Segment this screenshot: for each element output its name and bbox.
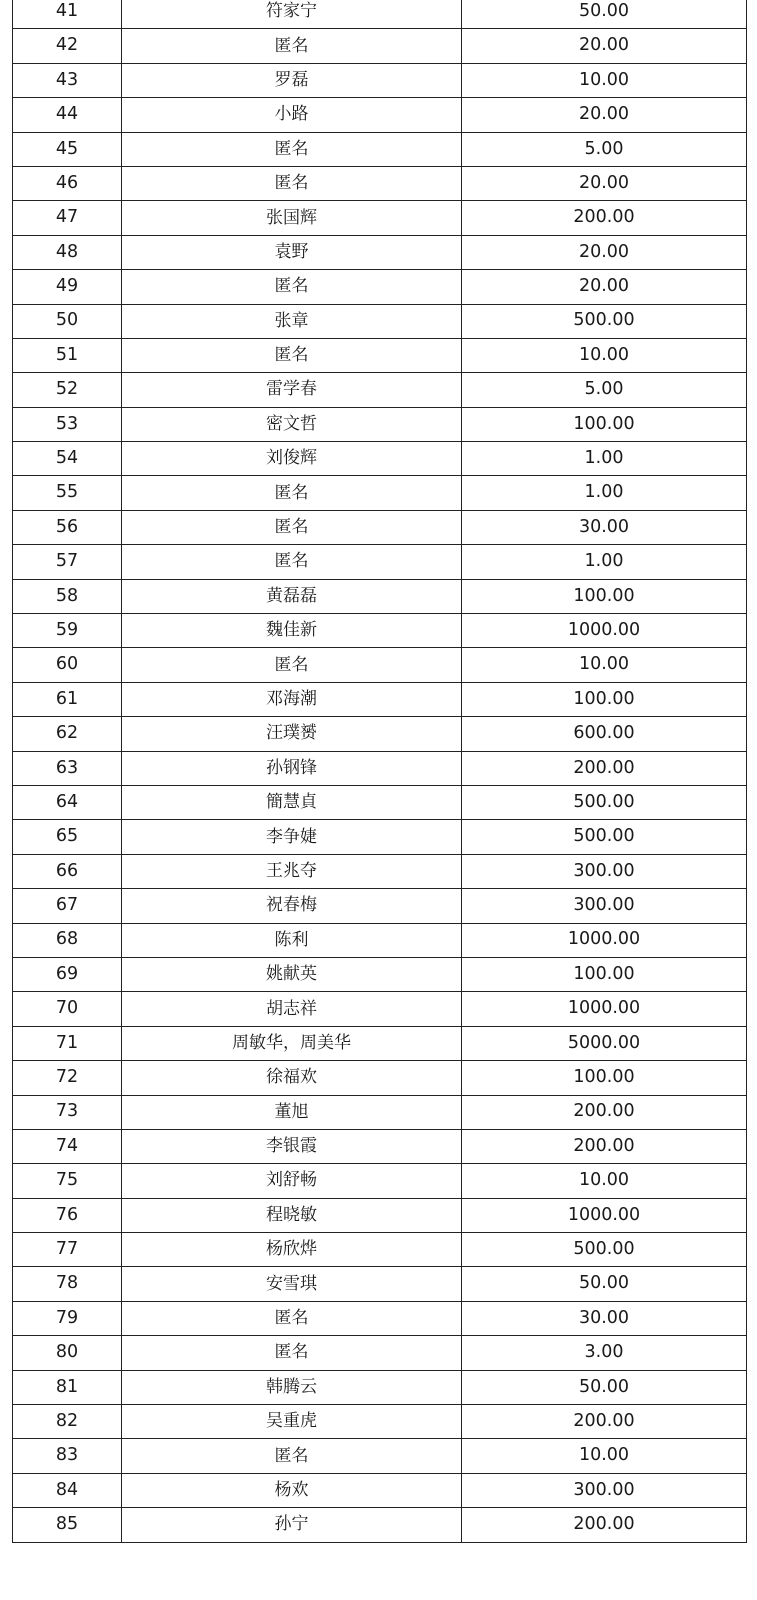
donor-name-cell: 安雪琪	[122, 1267, 462, 1301]
row-number-cell: 53	[13, 407, 122, 441]
donor-name-cell: 簡慧貞	[122, 785, 462, 819]
donation-amount-cell: 5.00	[462, 373, 747, 407]
table-row	[13, 201, 747, 235]
table-row	[13, 1129, 747, 1163]
donation-table-body	[13, 0, 747, 1542]
table-row	[13, 166, 747, 200]
row-number-cell: 78	[13, 1267, 122, 1301]
table-row	[13, 889, 747, 923]
donation-amount-cell: 20.00	[462, 235, 747, 269]
donor-name-cell: 张章	[122, 304, 462, 338]
row-number-cell: 72	[13, 1061, 122, 1095]
row-number-cell: 75	[13, 1164, 122, 1198]
donor-name-cell: 匿名	[122, 166, 462, 200]
table-row	[13, 1508, 747, 1542]
donation-amount-cell: 20.00	[462, 270, 747, 304]
table-row	[13, 785, 747, 819]
donation-amount-cell: 200.00	[462, 1095, 747, 1129]
donation-amount-cell: 200.00	[462, 1129, 747, 1163]
table-row	[13, 648, 747, 682]
table-row	[13, 992, 747, 1026]
row-number-cell: 55	[13, 476, 122, 510]
donation-amount-cell: 500.00	[462, 820, 747, 854]
row-number-cell: 66	[13, 854, 122, 888]
row-number-cell: 71	[13, 1026, 122, 1060]
row-number-cell: 73	[13, 1095, 122, 1129]
donor-name-cell: 匿名	[122, 510, 462, 544]
donation-amount-cell: 3.00	[462, 1336, 747, 1370]
table-row	[13, 1164, 747, 1198]
row-number-cell: 58	[13, 579, 122, 613]
table-row	[13, 854, 747, 888]
table-row	[13, 132, 747, 166]
donor-name-cell: 匿名	[122, 476, 462, 510]
table-row	[13, 1301, 747, 1335]
donation-amount-cell: 500.00	[462, 785, 747, 819]
row-number-cell: 48	[13, 235, 122, 269]
table-row	[13, 1026, 747, 1060]
table-row	[13, 1061, 747, 1095]
row-number-cell: 52	[13, 373, 122, 407]
table-row	[13, 545, 747, 579]
donor-name-cell: 罗磊	[122, 63, 462, 97]
table-row	[13, 1439, 747, 1473]
row-number-cell: 85	[13, 1508, 122, 1542]
donation-amount-cell: 200.00	[462, 1405, 747, 1439]
table-row	[13, 0, 747, 29]
row-number-cell: 43	[13, 63, 122, 97]
donation-amount-cell: 1000.00	[462, 923, 747, 957]
donation-amount-cell: 100.00	[462, 682, 747, 716]
donation-amount-cell: 100.00	[462, 957, 747, 991]
donor-name-cell: 陈利	[122, 923, 462, 957]
row-number-cell: 68	[13, 923, 122, 957]
donation-amount-cell: 200.00	[462, 201, 747, 235]
donation-amount-cell: 50.00	[462, 1267, 747, 1301]
row-number-cell: 65	[13, 820, 122, 854]
row-number-cell: 63	[13, 751, 122, 785]
table-row	[13, 717, 747, 751]
donor-name-cell: 汪璞赟	[122, 717, 462, 751]
row-number-cell: 82	[13, 1405, 122, 1439]
row-number-cell: 70	[13, 992, 122, 1026]
table-row	[13, 682, 747, 716]
table-row	[13, 579, 747, 613]
donor-name-cell: 雷学春	[122, 373, 462, 407]
table-row	[13, 510, 747, 544]
donor-name-cell: 小路	[122, 98, 462, 132]
donor-name-cell: 吴重虎	[122, 1405, 462, 1439]
donor-name-cell: 孙钢锋	[122, 751, 462, 785]
donor-name-cell: 黄磊磊	[122, 579, 462, 613]
table-row	[13, 751, 747, 785]
table-row	[13, 338, 747, 372]
row-number-cell: 59	[13, 614, 122, 648]
row-number-cell: 54	[13, 442, 122, 476]
donor-name-cell: 李银霞	[122, 1129, 462, 1163]
donation-amount-cell: 200.00	[462, 1508, 747, 1542]
donation-amount-cell: 1000.00	[462, 992, 747, 1026]
table-row	[13, 270, 747, 304]
donor-name-cell: 董旭	[122, 1095, 462, 1129]
row-number-cell: 41	[13, 0, 122, 29]
donor-name-cell: 胡志祥	[122, 992, 462, 1026]
donor-name-cell: 匿名	[122, 1336, 462, 1370]
table-row	[13, 304, 747, 338]
row-number-cell: 84	[13, 1473, 122, 1507]
row-number-cell: 44	[13, 98, 122, 132]
table-row	[13, 1095, 747, 1129]
donor-name-cell: 孙宁	[122, 1508, 462, 1542]
donation-amount-cell: 1.00	[462, 442, 747, 476]
donation-amount-cell: 5000.00	[462, 1026, 747, 1060]
donor-name-cell: 杨欣烨	[122, 1233, 462, 1267]
donation-amount-cell: 10.00	[462, 1439, 747, 1473]
donor-name-cell: 姚献英	[122, 957, 462, 991]
table-row	[13, 1336, 747, 1370]
table-row	[13, 614, 747, 648]
row-number-cell: 47	[13, 201, 122, 235]
donation-amount-cell: 5.00	[462, 132, 747, 166]
donor-name-cell: 密文哲	[122, 407, 462, 441]
donor-name-cell: 杨欢	[122, 1473, 462, 1507]
donor-name-cell: 韩腾云	[122, 1370, 462, 1404]
donation-amount-cell: 20.00	[462, 166, 747, 200]
row-number-cell: 61	[13, 682, 122, 716]
row-number-cell: 42	[13, 29, 122, 63]
donation-amount-cell: 100.00	[462, 579, 747, 613]
row-number-cell: 46	[13, 166, 122, 200]
donor-name-cell: 刘舒畅	[122, 1164, 462, 1198]
donor-name-cell: 匿名	[122, 338, 462, 372]
donation-table-container	[12, 0, 746, 1543]
donation-amount-cell: 30.00	[462, 1301, 747, 1335]
row-number-cell: 50	[13, 304, 122, 338]
row-number-cell: 45	[13, 132, 122, 166]
row-number-cell: 80	[13, 1336, 122, 1370]
donor-name-cell: 匿名	[122, 29, 462, 63]
donation-amount-cell: 1000.00	[462, 1198, 747, 1232]
donor-name-cell: 匿名	[122, 270, 462, 304]
donor-name-cell: 袁野	[122, 235, 462, 269]
table-row	[13, 957, 747, 991]
donation-amount-cell: 100.00	[462, 1061, 747, 1095]
donation-amount-cell: 1.00	[462, 476, 747, 510]
row-number-cell: 60	[13, 648, 122, 682]
donation-amount-cell: 300.00	[462, 854, 747, 888]
donation-amount-cell: 100.00	[462, 407, 747, 441]
donor-name-cell: 魏佳新	[122, 614, 462, 648]
table-row	[13, 1267, 747, 1301]
donation-amount-cell: 300.00	[462, 1473, 747, 1507]
row-number-cell: 67	[13, 889, 122, 923]
donation-amount-cell: 50.00	[462, 0, 747, 29]
donor-name-cell: 匿名	[122, 1301, 462, 1335]
table-row	[13, 1233, 747, 1267]
donation-table	[12, 0, 747, 1543]
table-row	[13, 63, 747, 97]
donor-name-cell: 邓海潮	[122, 682, 462, 716]
donation-amount-cell: 1.00	[462, 545, 747, 579]
donation-amount-cell: 600.00	[462, 717, 747, 751]
donor-name-cell: 周敏华，周美华	[122, 1026, 462, 1060]
donor-name-cell: 祝春梅	[122, 889, 462, 923]
donation-amount-cell: 10.00	[462, 1164, 747, 1198]
table-row	[13, 923, 747, 957]
row-number-cell: 81	[13, 1370, 122, 1404]
row-number-cell: 62	[13, 717, 122, 751]
donor-name-cell: 匿名	[122, 1439, 462, 1473]
donation-amount-cell: 10.00	[462, 63, 747, 97]
donation-amount-cell: 10.00	[462, 648, 747, 682]
table-row	[13, 235, 747, 269]
donation-amount-cell: 10.00	[462, 338, 747, 372]
donor-name-cell: 李争婕	[122, 820, 462, 854]
donation-amount-cell: 1000.00	[462, 614, 747, 648]
row-number-cell: 49	[13, 270, 122, 304]
donor-name-cell: 张国辉	[122, 201, 462, 235]
row-number-cell: 56	[13, 510, 122, 544]
table-row	[13, 820, 747, 854]
donation-amount-cell: 300.00	[462, 889, 747, 923]
donor-name-cell: 符家宁	[122, 0, 462, 29]
donor-name-cell: 匿名	[122, 132, 462, 166]
table-row	[13, 442, 747, 476]
donation-amount-cell: 20.00	[462, 29, 747, 63]
row-number-cell: 83	[13, 1439, 122, 1473]
donor-name-cell: 匿名	[122, 545, 462, 579]
row-number-cell: 51	[13, 338, 122, 372]
row-number-cell: 79	[13, 1301, 122, 1335]
donation-amount-cell: 50.00	[462, 1370, 747, 1404]
donor-name-cell: 刘俊辉	[122, 442, 462, 476]
table-row	[13, 1370, 747, 1404]
row-number-cell: 69	[13, 957, 122, 991]
table-row	[13, 407, 747, 441]
table-row	[13, 1405, 747, 1439]
row-number-cell: 74	[13, 1129, 122, 1163]
table-row	[13, 373, 747, 407]
row-number-cell: 77	[13, 1233, 122, 1267]
table-row	[13, 1198, 747, 1232]
donor-name-cell: 王兆夺	[122, 854, 462, 888]
row-number-cell: 64	[13, 785, 122, 819]
row-number-cell: 57	[13, 545, 122, 579]
row-number-cell: 76	[13, 1198, 122, 1232]
donation-amount-cell: 500.00	[462, 1233, 747, 1267]
table-row	[13, 1473, 747, 1507]
table-row	[13, 476, 747, 510]
donation-amount-cell: 200.00	[462, 751, 747, 785]
donor-name-cell: 徐福欢	[122, 1061, 462, 1095]
donation-amount-cell: 500.00	[462, 304, 747, 338]
table-row	[13, 98, 747, 132]
donation-amount-cell: 20.00	[462, 98, 747, 132]
donor-name-cell: 程晓敏	[122, 1198, 462, 1232]
donor-name-cell: 匿名	[122, 648, 462, 682]
donation-amount-cell: 30.00	[462, 510, 747, 544]
table-row	[13, 29, 747, 63]
